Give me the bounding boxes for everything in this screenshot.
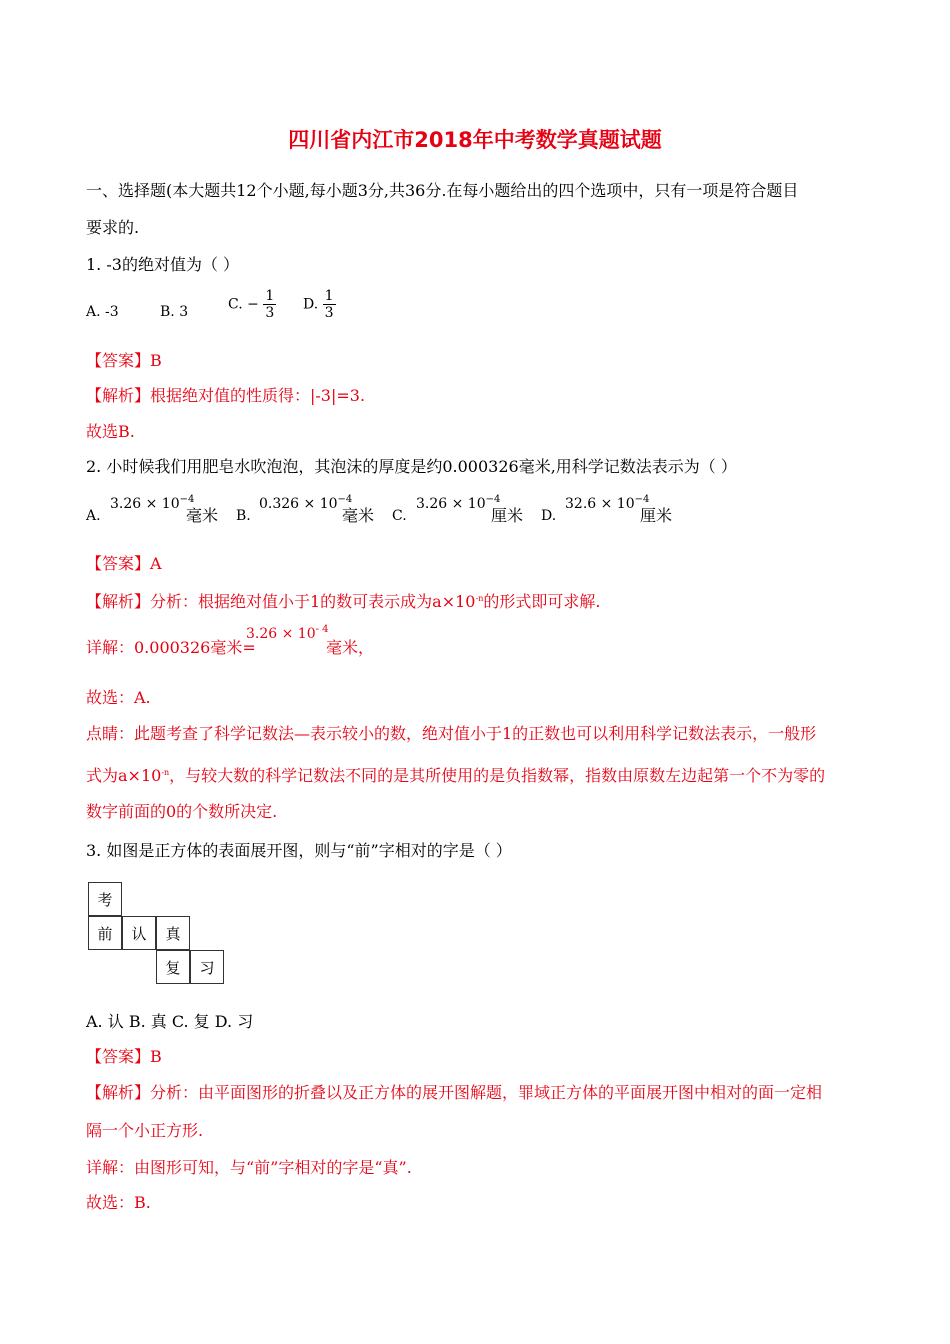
q1-analysis: 【解析】根据绝对值的性质得：|-3|=3. — [86, 386, 366, 405]
q3-detail: 详解：由图形可知，与“前”字相对的字是“真”. — [86, 1158, 412, 1177]
q2-option-c-label: C. — [392, 508, 407, 524]
q1-option-c-denominator: 3 — [265, 305, 275, 321]
q2-analysis-exponent: -n — [475, 594, 484, 603]
net-cell: 认 — [122, 916, 156, 950]
q2-choose: 故选：A. — [86, 688, 151, 707]
q1-answer: 【答案】B — [86, 351, 162, 370]
q2-comment-text-end: ，与较大数的科学记数法不同的是其所使用的是负指数幂，指数由原数左边起第一个不为零的 — [169, 766, 826, 785]
q2-option-b-exponent: −4 — [337, 494, 353, 505]
q2-comment-line2 — [86, 762, 825, 787]
net-cell: 习 — [190, 950, 224, 984]
q2-stem: 2. 小时候我们用肥皂水吹泡泡，其泡沫的厚度是约0.000326毫米,用科学记数法表示为（ ） — [86, 457, 737, 476]
q2-analysis — [86, 588, 600, 613]
q2-option-c-exponent: −4 — [485, 494, 501, 505]
q3-analysis-line2: 隔一个小正方形. — [86, 1121, 204, 1140]
q2-option-d-exponent: −4 — [634, 494, 650, 505]
net-cell: 考 — [88, 882, 122, 916]
q3-choose: 故选：B. — [86, 1193, 151, 1212]
q1-option-c — [228, 288, 276, 321]
q2-option-a-base: 3.26 × 10 — [110, 496, 180, 512]
q2-option-c-value — [416, 494, 500, 512]
q2-comment-exponent: -n — [161, 768, 170, 777]
q2-option-d-label: D. — [541, 508, 557, 524]
q2-option-b-base: 0.326 × 10 — [259, 496, 338, 512]
q1-option-a: A. -3 — [86, 304, 119, 320]
q1-option-d — [303, 288, 336, 321]
q2-detail-prefix: 详解：0.000326毫米= — [86, 638, 256, 657]
q2-comment-text: 式为a×10 — [86, 766, 162, 785]
q1-option-b: B. 3 — [160, 304, 189, 320]
q1-choose: 故选B. — [86, 422, 135, 441]
q2-option-d-value — [565, 494, 649, 512]
q2-option-b-label: B. — [236, 508, 251, 524]
q1-stem: 1. -3的绝对值为（ ） — [86, 255, 240, 274]
q3-stem: 3. 如图是正方体的表面展开图，则与“前”字相对的字是（ ） — [86, 841, 512, 860]
q2-option-c-base: 3.26 × 10 — [416, 496, 486, 512]
q1-option-d-fraction — [323, 288, 336, 321]
q2-option-d-unit: 厘米 — [640, 506, 673, 525]
q2-option-a-label: A. — [86, 508, 101, 524]
q2-analysis-text: 【解析】分析：根据绝对值小于1的数可表示成为a×10 — [86, 592, 476, 611]
q2-comment-line1: 点睛：此题考查了科学记数法—表示较小的数，绝对值小于1的正数也可以利用科学记数法表示，一般形 — [86, 724, 817, 743]
q1-option-c-fraction — [263, 288, 276, 321]
q2-option-c-unit: 厘米 — [491, 506, 524, 525]
page-title: 四川省内江市2018年中考数学真题试题 — [288, 128, 662, 152]
net-cell: 复 — [156, 950, 190, 984]
net-cell: 真 — [156, 916, 190, 950]
net-cell: 前 — [88, 916, 122, 950]
q2-detail-base: 3.26 × 10 — [246, 626, 316, 642]
q2-answer: 【答案】A — [86, 554, 162, 573]
q2-option-a-value — [110, 494, 194, 512]
q1-option-d-denominator: 3 — [324, 305, 334, 321]
q2-option-a-unit: 毫米 — [186, 506, 219, 525]
q2-option-b-value — [259, 494, 352, 512]
section-header-line1: 一、选择题(本大题共12个小题,每小题3分,共36分.在每小题给出的四个选项中，只有一项是符合题目 — [86, 181, 799, 200]
section-header-line2: 要求的. — [86, 218, 140, 237]
q2-detail-value — [246, 624, 329, 642]
q2-option-b-unit: 毫米 — [342, 506, 375, 525]
q3-options: A. 认 B. 真 C. 复 D. 习 — [86, 1012, 254, 1031]
q2-option-d-base: 32.6 × 10 — [565, 496, 635, 512]
q2-analysis-text-end: 的形式即可求解. — [483, 592, 601, 611]
q2-option-a-exponent: −4 — [179, 494, 195, 505]
q2-detail-suffix: 毫米， — [326, 638, 375, 657]
q2-comment-line3: 数字前面的0的个数所决定. — [86, 802, 278, 821]
q1-option-c-label: C. — [228, 296, 243, 313]
q3-answer: 【答案】B — [86, 1047, 162, 1066]
q3-analysis-line1: 【解析】分析：由平面图形的折叠以及正方体的展开图解题，罪域正方体的平面展开图中相对的面一定相 — [86, 1083, 823, 1102]
q1-option-c-numerator: 1 — [265, 288, 275, 304]
q1-option-d-label: D. — [303, 296, 319, 313]
q2-detail-exponent: - 4 — [315, 624, 329, 635]
q1-option-c-sign: − — [247, 296, 259, 313]
q1-option-d-numerator: 1 — [324, 288, 334, 304]
